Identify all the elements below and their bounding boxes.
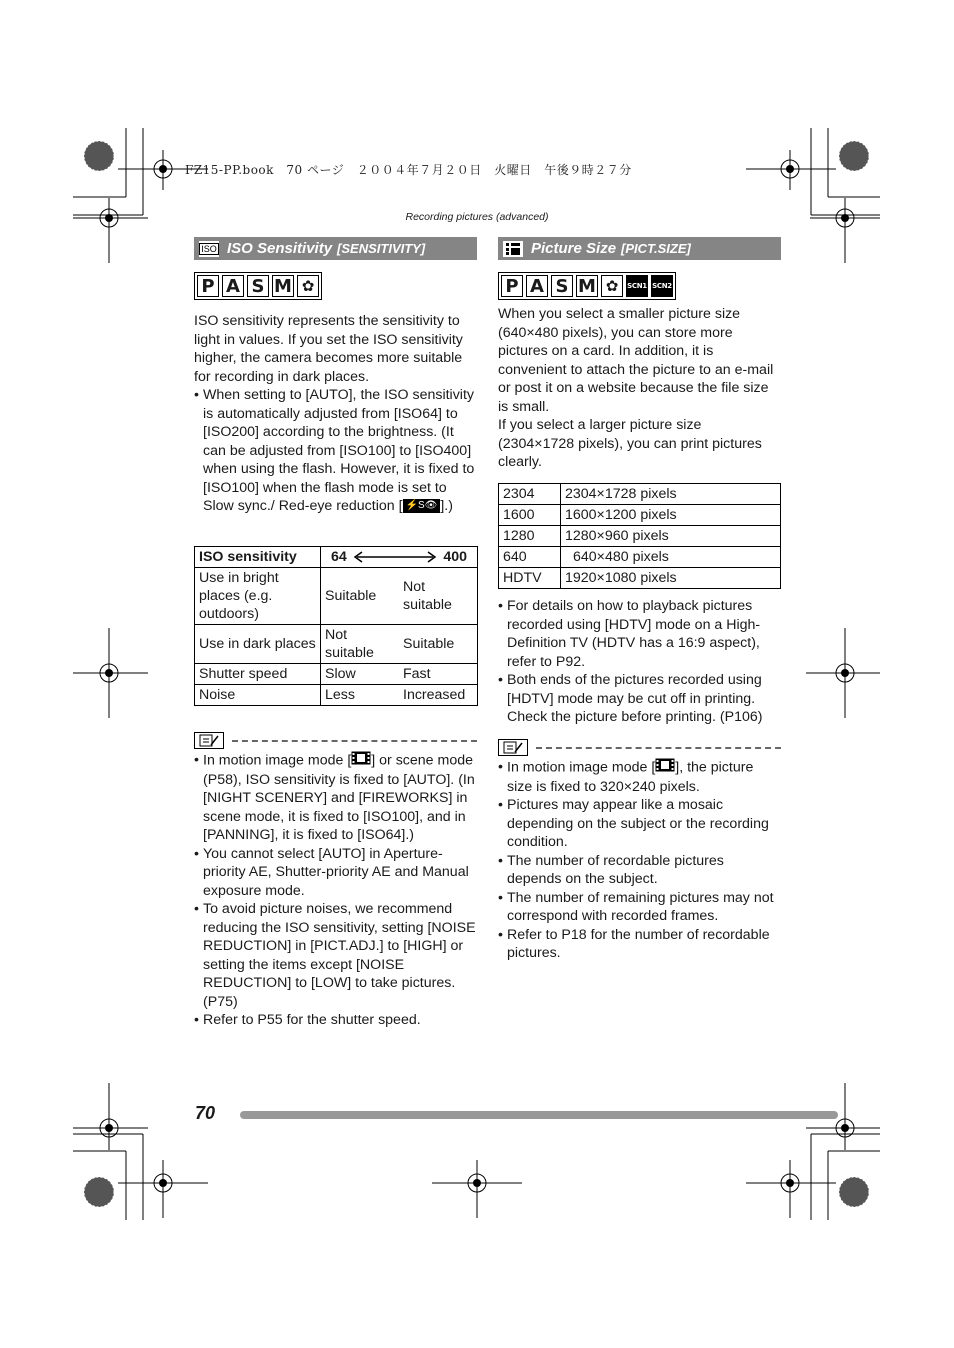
row-label: Use in dark places (195, 625, 321, 664)
mode-m-icon: M (272, 275, 294, 297)
size-cell: 2304 (499, 484, 561, 505)
table-row (195, 568, 478, 625)
page-footer-bar (240, 1111, 838, 1119)
row-low: Suitable (321, 568, 400, 625)
pict-mode-icons (498, 272, 676, 300)
print-header: FZ15-PP.book 70 ページ ２００４年７月２０日 火曜日 午後９時２７分 (185, 163, 632, 177)
table-row (195, 664, 478, 685)
note-text-end: ] or scene mode (P58), ISO sensitivity is fixed to [AUTO]. (In [NIGHT SCENERY] and [FIREWORKS] in scene mode, it is fixed to [ISO100], and in [PANNING], it is fixed to [ISO64].) (203, 752, 475, 843)
row-high: Increased (399, 685, 478, 706)
mode-s-icon: S (551, 275, 573, 297)
pixels-cell: 1280×960 pixels (561, 526, 781, 547)
iso-note-2: • You cannot select [AUTO] in Aperture-priority AE, Shutter-priority AE and Manual exposure mode. (194, 845, 477, 901)
row-high: Suitable (399, 625, 478, 664)
pict-note-4: • The number of remaining pictures may not correspond with recorded frames. (498, 889, 781, 926)
pict-bullets (498, 597, 781, 727)
size-cell: 1600 (499, 505, 561, 526)
mode-scn2-icon: SCN2 (651, 275, 673, 297)
table-row (499, 505, 781, 526)
size-cell: HDTV (499, 568, 561, 589)
iso-icon: ISO (199, 241, 219, 257)
table-row (499, 547, 781, 568)
table-header-label: ISO sensitivity (195, 547, 321, 568)
size-cell: 640 (499, 547, 561, 568)
pict-note-2: • Pictures may appear like a mosaic depending on the subject or the recording condition. (498, 796, 781, 852)
row-high: Fast (399, 664, 478, 685)
table-row (195, 685, 478, 706)
iso-section-title: ISO Sensitivity (227, 240, 333, 257)
iso-low-value: 64 (331, 549, 347, 565)
mode-scn1-icon: SCN1 (626, 275, 648, 297)
mode-p-icon: P (501, 275, 523, 297)
mode-p-icon: P (197, 275, 219, 297)
iso-auto-bullet (194, 386, 477, 516)
note-text: In motion image mode [ (507, 759, 656, 776)
mode-a-icon: A (222, 275, 244, 297)
iso-table (194, 546, 478, 706)
iso-note-3: • To avoid picture noises, we recommend reducing the ISO sensitivity, setting [NOISE REDUCTION] in [PICT.ADJ.] to [HIGH] or setting the items except [NOISE REDUCTION] to [LOW] to take pictures. (P75) (194, 900, 477, 1011)
note-text: In motion image mode [ (203, 752, 352, 769)
row-low: Slow (321, 664, 400, 685)
iso-note-1 (194, 751, 477, 845)
pict-size-table (498, 483, 781, 589)
table-row (195, 625, 478, 664)
dashed-rule (232, 740, 477, 742)
pixels-cell: 1600×1200 pixels (561, 505, 781, 526)
note-text-end: ], the picture size is fixed to 320×240 pixels. (507, 759, 754, 795)
mode-macro-icon: ✿ (601, 275, 623, 297)
size-cell: 1280 (499, 526, 561, 547)
row-low: Not suitable (321, 625, 400, 664)
pict-intro (498, 305, 781, 472)
pict-bullet-1: • For details on how to playback pictures recorded using [HDTV] mode on a High-Definition TV (HDTV has a 16:9 aspect), refer to P92. (498, 597, 781, 671)
iso-intro (194, 312, 477, 516)
mode-s-icon: S (247, 275, 269, 297)
picture-size-icon (503, 241, 523, 257)
iso-note-divider (194, 732, 477, 749)
iso-note-4: • Refer to P55 for the shutter speed. (194, 1011, 477, 1030)
pixels-cell: 640×480 pixels (561, 547, 781, 568)
mode-macro-icon: ✿ (297, 275, 319, 297)
running-head: Recording pictures (advanced) (405, 211, 549, 223)
row-high: Not suitable (399, 568, 478, 625)
pict-note-5: • Refer to P18 for the number of recordable pictures. (498, 926, 781, 963)
row-label: Use in bright places (e.g. outdoors) (195, 568, 321, 625)
table-row (499, 484, 781, 505)
note-icon (498, 739, 528, 756)
table-header-row (195, 547, 478, 568)
row-label: Shutter speed (195, 664, 321, 685)
mode-m-icon: M (576, 275, 598, 297)
pict-notes (498, 758, 781, 963)
table-row (499, 568, 781, 589)
pixels-cell: 2304×1728 pixels (561, 484, 781, 505)
page-number: 70 (195, 1103, 216, 1123)
pict-note-1 (498, 758, 781, 796)
pict-bullet-2: • Both ends of the pictures recorded using [HDTV] mode may be cut off in printing. Check the picture before printing. (P106) (498, 671, 781, 727)
pixels-cell: 1920×1080 pixels (561, 568, 781, 589)
table-row (499, 526, 781, 547)
bullet-text: When setting to [AUTO], the ISO sensitivity is automatically adjusted from [ISO64] to [ISO200] according to the brightness. (It can be adjusted from [ISO100] to [ISO400] when using the flash. However, it is fixed to [ISO100] when the flash mode is set to Slow sync./ Red-eye reduction [ (203, 387, 475, 514)
note-icon (194, 732, 224, 749)
iso-mode-icons (194, 272, 322, 300)
iso-notes (194, 751, 477, 1030)
row-low: Less (321, 685, 400, 706)
pict-section-title: Picture Size (531, 240, 617, 257)
flash-slow-sync-red-eye-icon: ⚡S👁 (403, 499, 441, 513)
pict-note-3: • The number of recordable pictures depends on the subject. (498, 852, 781, 889)
pict-section-subtitle: [PICT.SIZE] (621, 241, 691, 256)
pict-section-header (498, 237, 781, 260)
motion-image-icon (655, 758, 675, 778)
row-label: Noise (195, 685, 321, 706)
dashed-rule (536, 747, 781, 749)
mode-a-icon: A (526, 275, 548, 297)
iso-intro-text: ISO sensitivity represents the sensitivity to light in values. If you set the ISO sensitivity higher, the camera becomes more suitable for recording in dark places. (194, 313, 463, 385)
pict-note-divider (498, 739, 781, 756)
pict-intro-2: If you select a larger picture size (2304×1728 pixels), you can print pictures clearly. (498, 417, 762, 470)
table-header-range (321, 547, 478, 568)
motion-image-icon (351, 751, 371, 771)
pict-intro-1: When you select a smaller picture size (640×480 pixels), you can store more pictures on a card. In addition, it is convenient to attach the picture to an e-mail or post it on a website because the file size is small. (498, 306, 774, 415)
iso-section-subtitle: [SENSITIVITY] (337, 241, 426, 256)
iso-high-value: 400 (443, 549, 467, 565)
bullet-text-end: ].) (440, 498, 453, 514)
double-arrow-icon (353, 551, 437, 563)
iso-section-header (194, 237, 477, 260)
